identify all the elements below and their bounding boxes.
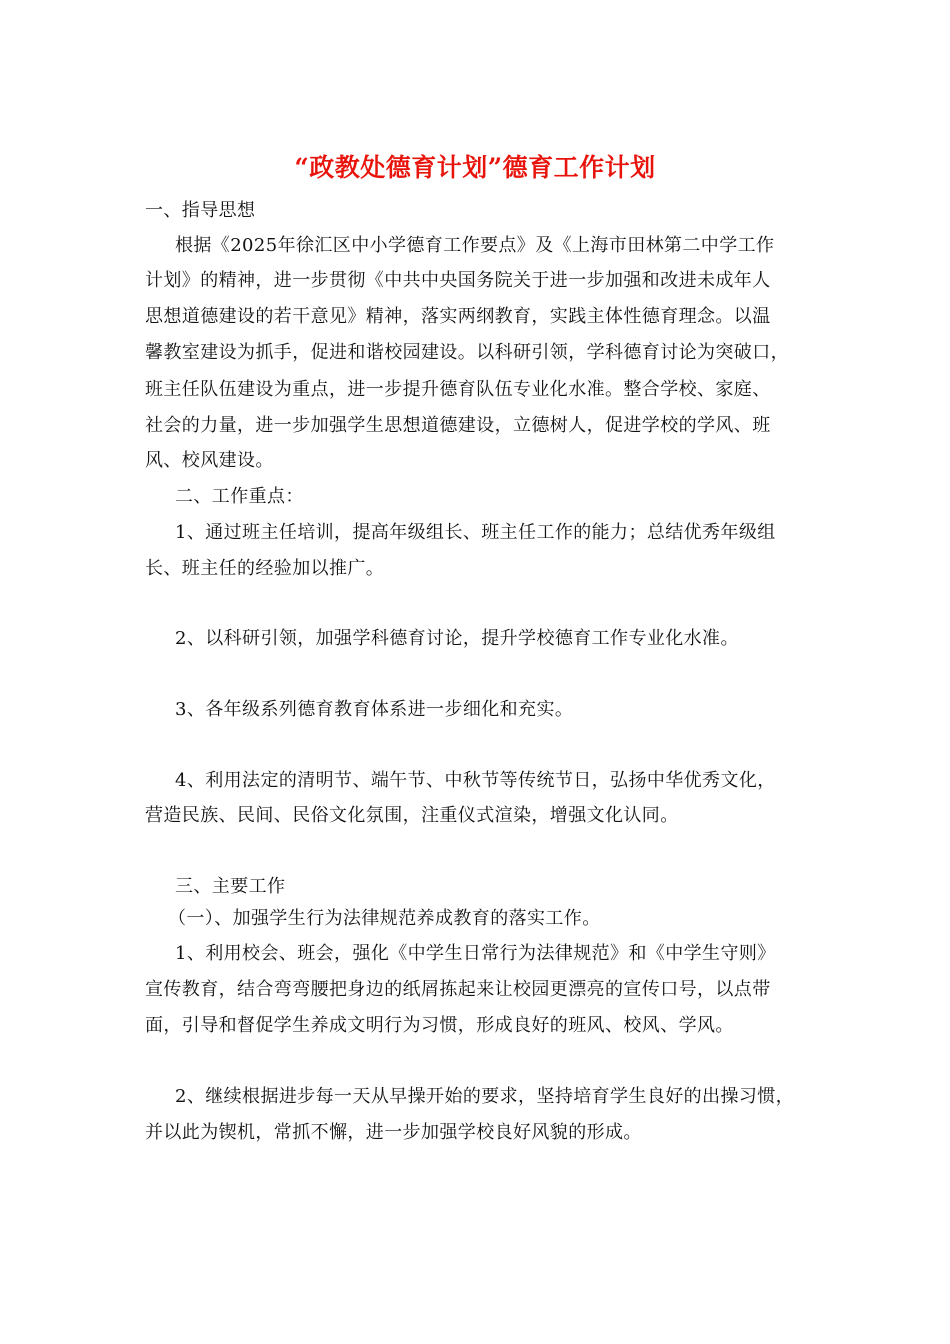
paragraph-line: 宣传教育，结合弯弯腰把身边的纸屑拣起来让校园更漂亮的宣传口号，以点带 bbox=[145, 979, 771, 1000]
paragraph-line: 营造民族、民间、民俗文化氛围，注重仪式渲染，增强文化认同。 bbox=[145, 805, 679, 826]
document-title: “政教处德育计划”德育工作计划 bbox=[294, 153, 656, 182]
paragraph-line: 计划》的精神，进一步贯彻《中共中央国务院关于进一步加强和改进未成年人 bbox=[145, 270, 771, 291]
paragraph-line: 3、各年级系列德育教育体系进一步细化和充实。 bbox=[175, 699, 574, 720]
paragraph-line: 班主任队伍建设为重点，进一步提升德育队伍专业化水准。整合学校、家庭、 bbox=[145, 379, 771, 400]
section-heading: 三、主要工作 bbox=[175, 876, 286, 897]
paragraph-line: 思想道德建设的若干意见》精神，落实两纲教育，实践主体性德育理念。以温 bbox=[145, 306, 771, 327]
paragraph-line: 1、利用校会、班会，强化《中学生日常行为法律规范》和《中学生守则》 bbox=[175, 943, 776, 964]
paragraph-line: 4、利用法定的清明节、端午节、中秋节等传统节日，弘扬中华优秀文化， bbox=[175, 770, 776, 791]
paragraph-line: 2、继续根据进步每一天从早操开始的要求，坚持培育学生良好的出操习惯， bbox=[175, 1086, 795, 1107]
subsection-heading: （一）、加强学生行为法律规范养成教育的落实工作。 bbox=[168, 908, 601, 929]
paragraph-line: 面，引导和督促学生养成文明行为习惯，形成良好的班风、校风、学风。 bbox=[145, 1015, 734, 1036]
paragraph-line: 1、通过班主任培训，提高年级组长、班主任工作的能力；总结优秀年级组 bbox=[175, 522, 776, 543]
paragraph-line: 社会的力量，进一步加强学生思想道德建设，立德树人，促进学校的学风、班 bbox=[145, 415, 771, 436]
section-heading: 二、工作重点： bbox=[175, 486, 304, 507]
paragraph-line: 并以此为锲机，常抓不懈，进一步加强学校良好风貌的形成。 bbox=[145, 1122, 642, 1143]
paragraph-line: 2、以科研引领，加强学科德育讨论，提升学校德育工作专业化水准。 bbox=[175, 628, 739, 649]
paragraph-line: 根据《2025年徐汇区中小学德育工作要点》及《上海市田林第二中学工作 bbox=[175, 235, 775, 256]
paragraph-line: 长、班主任的经验加以推广。 bbox=[145, 558, 385, 579]
paragraph-line: 馨教室建设为抓手，促进和谐校园建设。以科研引领，学科德育讨论为突破口， bbox=[145, 342, 789, 363]
paragraph-line: 风、校风建设。 bbox=[145, 450, 274, 471]
section-heading: 一、指导思想 bbox=[145, 200, 256, 221]
